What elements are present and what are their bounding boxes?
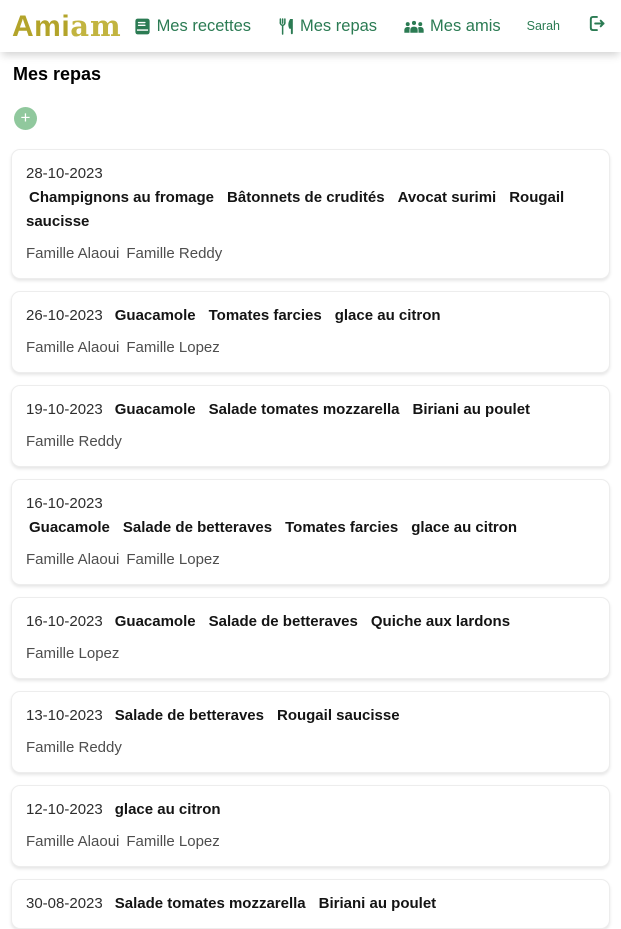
meal-recipes bbox=[112, 304, 441, 328]
page-title: Mes repas bbox=[13, 64, 102, 84]
nav-label: Mes amis bbox=[430, 16, 501, 35]
family-name: Famille Reddy bbox=[126, 245, 223, 262]
recipe-name: glace au citron bbox=[114, 801, 221, 818]
recipe-name: Guacamole bbox=[29, 519, 110, 536]
meal-line bbox=[26, 610, 595, 634]
main-nav bbox=[133, 13, 607, 39]
logout-button[interactable] bbox=[586, 13, 607, 39]
meal-line bbox=[26, 162, 595, 234]
add-meal-button[interactable] bbox=[14, 107, 37, 130]
meal-card[interactable] bbox=[11, 879, 610, 929]
family-name: Famille Alaoui bbox=[26, 833, 120, 850]
meal-families bbox=[26, 548, 595, 572]
meal-families bbox=[26, 736, 595, 760]
family-name: Famille Alaoui bbox=[26, 339, 120, 356]
nav-label: Mes repas bbox=[300, 16, 378, 35]
meal-list bbox=[11, 149, 610, 929]
recipe-name: Salade de betteraves bbox=[208, 613, 358, 630]
meal-line bbox=[26, 304, 595, 328]
recipe-name: glace au citron bbox=[411, 519, 518, 536]
family-name: Famille Lopez bbox=[126, 339, 220, 356]
people-icon bbox=[403, 17, 425, 36]
nav-item-amis[interactable] bbox=[403, 17, 501, 36]
nav-item-repas[interactable] bbox=[277, 17, 377, 36]
recipe-name: Guacamole bbox=[114, 401, 196, 418]
logo-text-bold: Ami bbox=[12, 9, 71, 43]
book-icon bbox=[133, 17, 152, 36]
meal-date: 26-10-2023 bbox=[26, 307, 103, 324]
recipe-name: Guacamole bbox=[114, 307, 196, 324]
recipe-name: Bâtonnets de crudités bbox=[227, 189, 385, 206]
meal-card[interactable] bbox=[11, 149, 610, 279]
meal-recipes bbox=[26, 186, 595, 234]
family-name: Famille Lopez bbox=[126, 551, 220, 568]
meal-line bbox=[26, 892, 595, 916]
meal-line bbox=[26, 398, 595, 422]
meal-date: 13-10-2023 bbox=[26, 707, 103, 724]
family-name: Famille Lopez bbox=[26, 645, 120, 662]
nav-item-recettes[interactable] bbox=[133, 17, 251, 36]
meal-card[interactable] bbox=[11, 785, 610, 867]
recipe-name: Tomates farcies bbox=[208, 307, 322, 324]
plus-icon: + bbox=[20, 108, 31, 127]
nav-label: Mes recettes bbox=[156, 16, 252, 35]
main-content bbox=[0, 52, 621, 929]
app-header bbox=[0, 0, 621, 52]
meal-date: 12-10-2023 bbox=[26, 801, 103, 818]
meal-date: 19-10-2023 bbox=[26, 401, 103, 418]
meal-line bbox=[26, 492, 595, 540]
recipe-name: Rougail saucisse bbox=[276, 707, 400, 724]
user-name[interactable]: Sarah bbox=[526, 19, 560, 33]
family-name: Famille Alaoui bbox=[26, 245, 120, 262]
meal-card[interactable] bbox=[11, 291, 610, 373]
meal-recipes bbox=[112, 892, 436, 916]
meal-line bbox=[26, 798, 595, 822]
meal-recipes bbox=[26, 516, 517, 540]
recipe-name: Salade de betteraves bbox=[122, 519, 273, 536]
app-logo[interactable] bbox=[12, 9, 122, 44]
recipe-name: Salade tomates mozzarella bbox=[208, 401, 400, 418]
recipe-name: Salade tomates mozzarella bbox=[114, 895, 306, 912]
recipe-name: Avocat surimi bbox=[397, 189, 497, 206]
recipe-name: Rougail saucisse bbox=[26, 189, 565, 230]
meal-recipes bbox=[112, 398, 530, 422]
recipe-name: Salade de betteraves bbox=[114, 707, 264, 724]
meal-card[interactable] bbox=[11, 691, 610, 773]
family-name: Famille Reddy bbox=[26, 739, 122, 756]
meal-card[interactable] bbox=[11, 479, 610, 585]
meal-families bbox=[26, 242, 595, 266]
meal-families bbox=[26, 830, 595, 854]
meal-line bbox=[26, 704, 595, 728]
family-name: Famille Lopez bbox=[126, 833, 220, 850]
logo-text-decorative: am bbox=[70, 8, 122, 43]
recipe-name: Biriani au poulet bbox=[318, 895, 437, 912]
recipe-name: glace au citron bbox=[334, 307, 441, 324]
meal-card[interactable] bbox=[11, 385, 610, 467]
recipe-name: Biriani au poulet bbox=[412, 401, 531, 418]
meal-recipes bbox=[112, 798, 221, 822]
meal-recipes bbox=[112, 704, 400, 728]
meal-families bbox=[26, 642, 595, 666]
meal-date: 30-08-2023 bbox=[26, 895, 103, 912]
meal-date: 16-10-2023 bbox=[26, 613, 103, 630]
meal-families bbox=[26, 336, 595, 360]
meal-card[interactable] bbox=[11, 597, 610, 679]
meal-date: 16-10-2023 bbox=[26, 495, 103, 512]
logout-icon bbox=[586, 13, 607, 39]
recipe-name: Guacamole bbox=[114, 613, 196, 630]
meal-recipes bbox=[112, 610, 510, 634]
family-name: Famille Alaoui bbox=[26, 551, 120, 568]
recipe-name: Quiche aux lardons bbox=[370, 613, 511, 630]
recipe-name: Tomates farcies bbox=[285, 519, 399, 536]
family-name: Famille Reddy bbox=[26, 433, 122, 450]
utensils-icon bbox=[277, 17, 295, 36]
meal-date: 28-10-2023 bbox=[26, 165, 103, 182]
meal-families bbox=[26, 430, 595, 454]
recipe-name: Champignons au fromage bbox=[29, 189, 215, 206]
